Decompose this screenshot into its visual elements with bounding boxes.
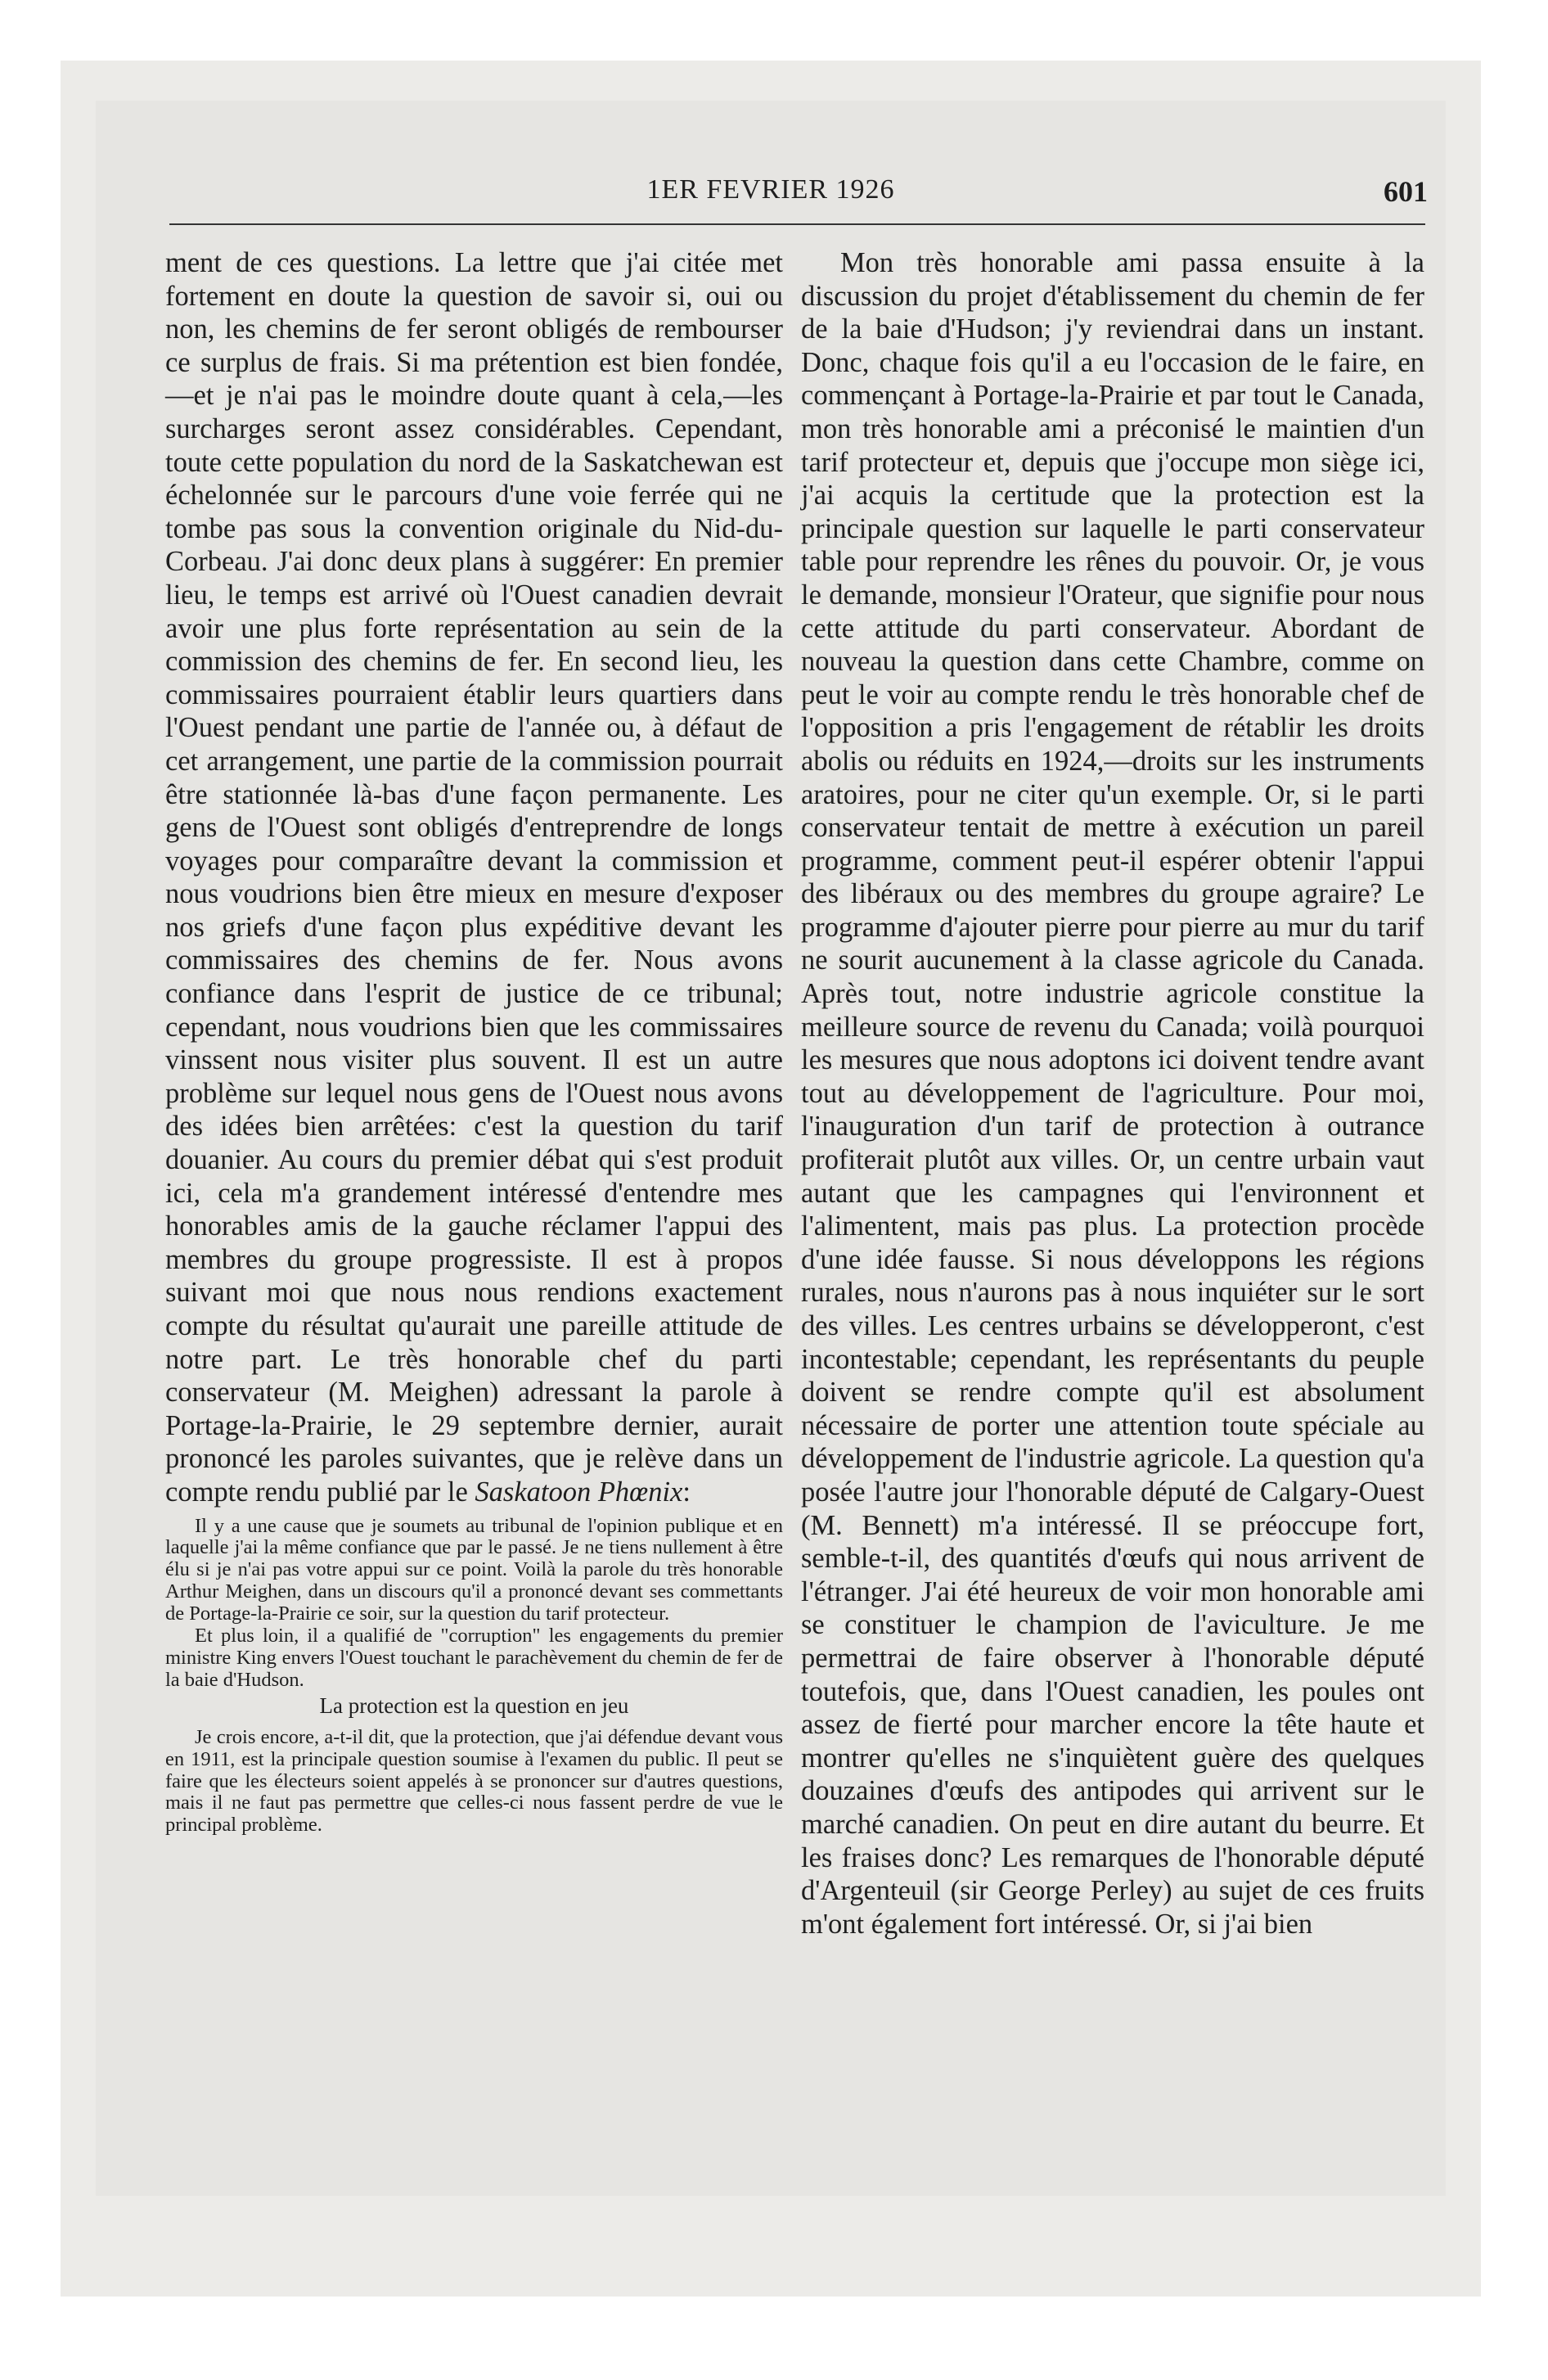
quote-paragraph-1: Il y a une cause que je soumets au tribunal de l'opinion publique et en laquelle j'ai la même confiance que par le passé. Je ne tiens nullement à être élu si je n'ai pas votre appui sur ce point. Voilà la parole du très honorable Arthur Meighen, dans un discours qu'il a prononcé devant ses commettants de Portage-la-Prairie ce soir, sur la question du tarif protecteur. bbox=[165, 1514, 783, 1625]
quote-subheading: La protection est la question en jeu bbox=[319, 1693, 629, 1718]
header-date: 1ER FEVRIER 1926 bbox=[646, 174, 895, 205]
header-rule bbox=[169, 223, 1425, 225]
block-quote bbox=[165, 1516, 783, 1837]
document-page bbox=[96, 101, 1446, 2196]
quote-paragraph-2: Et plus loin, il a qualifié de "corruption" les engagements du premier ministre King envers l'Ouest touchant le parachèvement du chemin de fer de la baie d'Hudson. bbox=[165, 1625, 783, 1691]
right-column bbox=[801, 246, 1424, 1941]
page-number: 601 bbox=[1384, 175, 1428, 208]
left-paragraph-end: : bbox=[682, 1476, 691, 1508]
left-paragraph-text: ment de ces questions. La lettre que j'ai citée met fortement en doute la question de savoir si, oui ou non, les chemins de fer seront obligés de rembourser ce surplus de frais. Si ma prétention est bien fondée,—et je n'ai pas le moindre doute quant à cela,—les surcharges seront assez considérables. Cependant, toute cette population du nord de la Saskatchewan est échelonnée sur le parcours d'une voie ferrée qui ne tombe pas sous la convention originale du Nid-du-Corbeau. J'ai donc deux plans à suggérer: En premier lieu, le temps est arrivé où l'Ouest canadien devrait avoir une plus forte représentation au sein de la commission des chemins de fer. En second lieu, les commissaires pourraient établir leurs quartiers dans l'Ouest pendant une partie de l'année ou, à défaut de cet arrangement, une partie de la commission pourrait être stationnée là-bas d'une façon permanente. Les gens de l'Ouest sont obligés d'entreprendre de longs voyages pour comparaître devant la commission et nous voudrions bien être mieux en mesure d'exposer nos griefs d'une façon plus expéditive devant les commissaires des chemins de fer. Nous avons confiance dans l'esprit de justice de ce tribunal; cependant, nous voudrions bien que les commissaires vinssent nous visiter plus souvent. Il est un autre problème sur lequel nous gens de l'Ouest nous avons des idées bien arrêtées: c'est la question du tarif douanier. Au cours du premier débat qui s'est produit ici, cela m'a grandement intéressé d'entendre mes honorables amis de la gauche réclamer l'appui des membres du groupe progressiste. Il est à propos suivant moi que nous nous rendions exactement compte du résultat qu'aurait une pareille attitude de notre part. Le très honorable chef du parti conservateur (M. Meighen) adressant la parole à Portage-la-Prairie, le 29 septembre dernier, aurait prononcé les paroles suivantes, que je relève dans un compte rendu publié par le bbox=[165, 247, 783, 1508]
quote-paragraph-3: Je crois encore, a-t-il dit, que la protection, que j'ai défendue devant vous en 1911, est la principale question soumise à l'examen du public. Il peut se faire que les électeurs soient appelés à se prononcer sur d'autres questions, mais il ne faut pas permettre que celles-ci nous fassent perdre de vue le principal problème. bbox=[165, 1725, 783, 1837]
right-paragraph: Mon très honorable ami passa ensuite à la discussion du projet d'établissement du chemin de fer de la baie d'Hudson; j'y reviendrai dans un instant. Donc, chaque fois qu'il a eu l'occasion de le faire, en commençant à Portage-la-Prairie et par tout le Canada, mon très honorable ami a préconisé le maintien d'un tarif protecteur et, depuis que j'occupe mon siège ici, j'ai acquis la certitude que la protection est la principale question sur laquelle le parti conservateur table pour reprendre les rênes du pouvoir. Or, je vous le demande, monsieur l'Orateur, que signifie pour nous cette attitude du parti conservateur. Abordant de nouveau la question dans cette Chambre, comme on peut le voir au compte rendu le très honorable chef de l'opposition a pris l'engagement de rétablir les droits abolis ou réduits en 1924,—droits sur les instruments aratoires, pour ne citer qu'un exemple. Or, si le parti conservateur tentait de mettre à exécution un pareil programme, comment peut-il espérer obtenir l'appui des libéraux ou des membres du groupe agraire? Le programme d'ajouter pierre pour pierre au mur du tarif ne sourit aucunement à la classe agricole du Canada. Après tout, notre industrie agricole constitue la meilleure source de revenu du Canada; voilà pourquoi les mesures que nous adoptons ici doivent tendre avant tout au développement de l'agriculture. Pour moi, l'inauguration d'un tarif de protection à outrance profiterait plutôt aux villes. Or, un centre urbain vaut autant que les campagnes qui l'environnent et l'alimentent, mais pas plus. La protection procède d'une idée fausse. Si nous développons les régions rurales, nous n'aurons pas à nous inquiéter sur le sort des villes. Les centres urbains se développeront, c'est incontestable; cependant, les représentants du peuple doivent se rendre compte qu'il est absolument nécessaire de porter une attention toute spéciale au développement de l'industrie agricole. La question qu'a posée l'autre jour l'honorable député de Calgary-Ouest (M. Bennett) m'a intéressé. Il se préoccupe fort, semble-t-il, des quantités d'œufs qui nous arrivent de l'étranger. J'ai été heureux de voir mon honorable ami se constituer le champion de l'aviculture. Je me permettrai de faire observer à l'honorable député toutefois, que, dans l'Ouest canadien, les poules ont assez de fierté pour marcher encore la tête haute et montrer qu'elles ne s'inquiètent guère des quelques douzaines d'œufs des antipodes qui arrivent sur le marché canadien. On peut en dire autant du beurre. Et les fraises donc? Les remarques de l'honorable député d'Argenteuil (sir George Perley) au sujet de ces fruits m'ont également fort intéressé. Or, si j'ai bien bbox=[801, 247, 1424, 1940]
left-column bbox=[165, 246, 783, 1837]
newspaper-name: Saskatoon Phœnix bbox=[475, 1476, 683, 1508]
left-paragraph bbox=[165, 246, 783, 1509]
running-header bbox=[96, 174, 1446, 215]
